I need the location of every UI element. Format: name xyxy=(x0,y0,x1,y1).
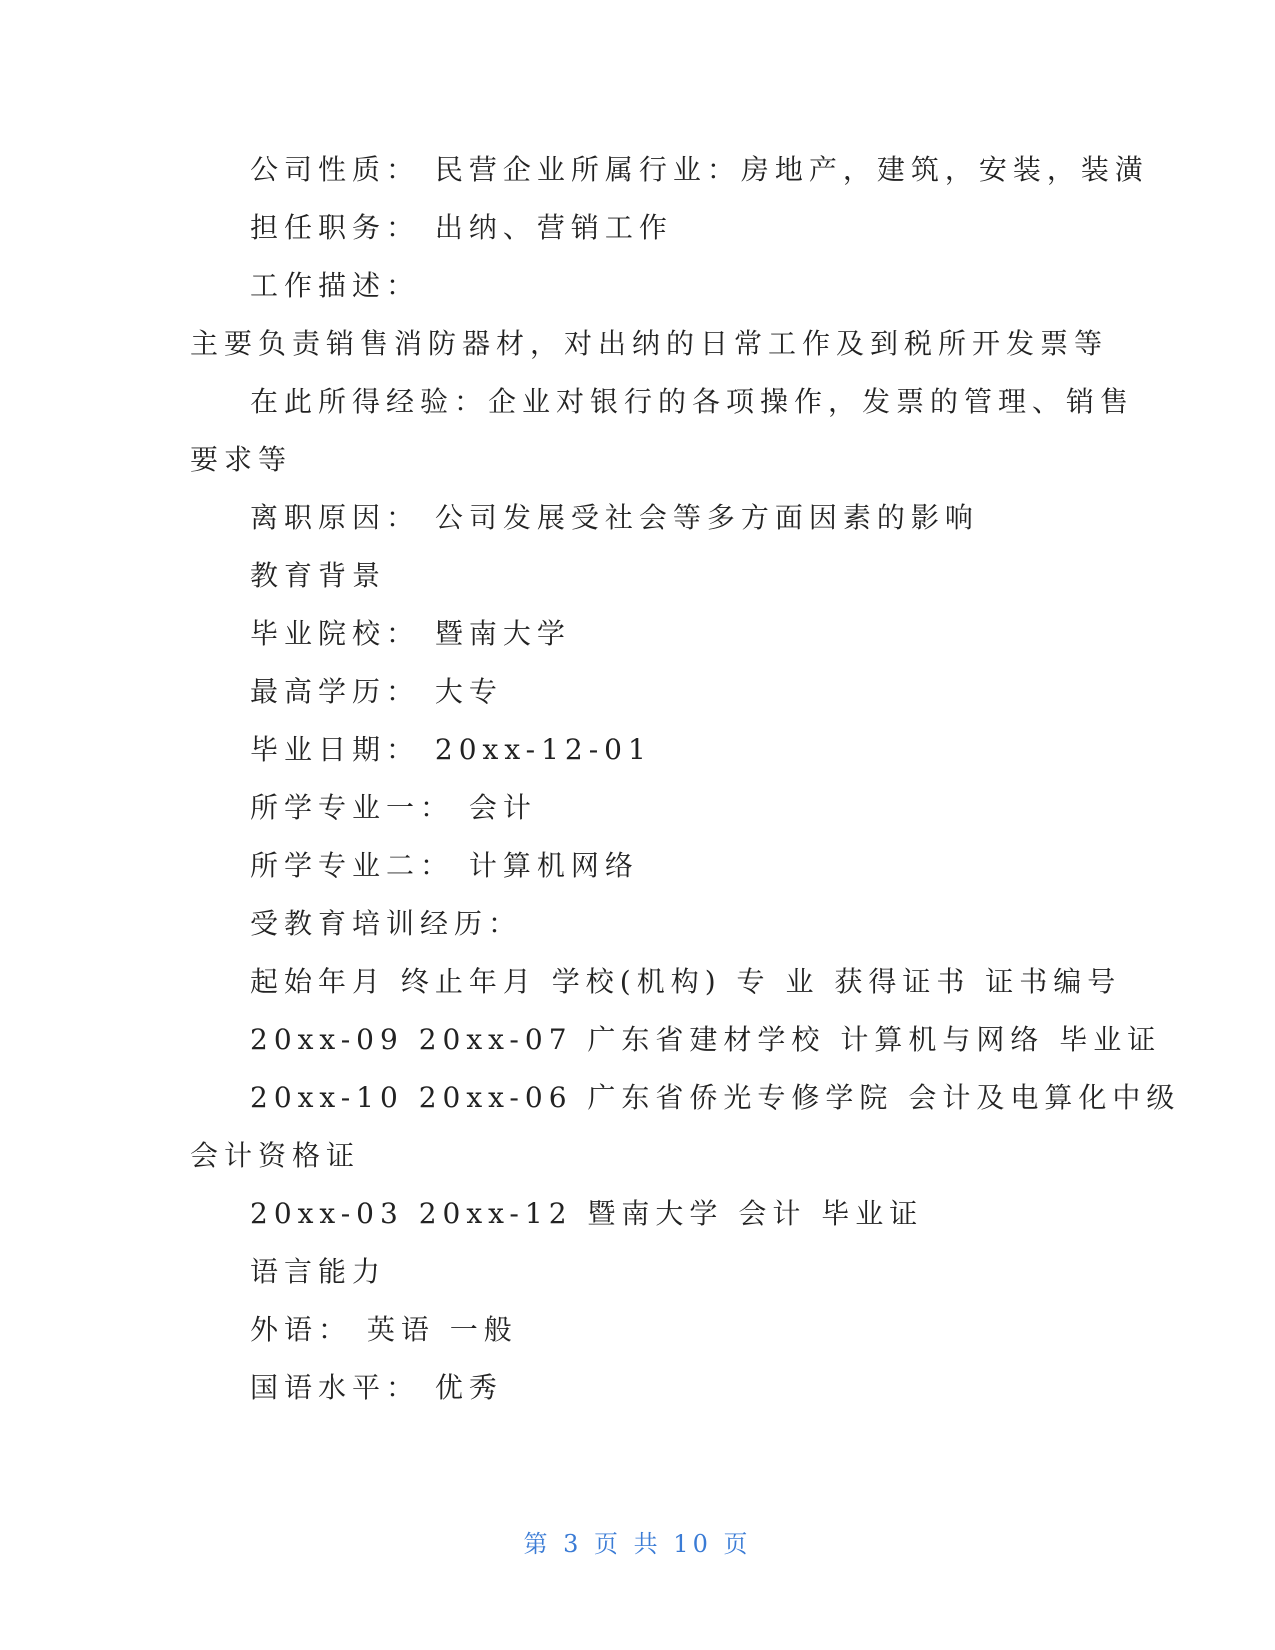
position-line: 担任职务： 出纳、营销工作 xyxy=(250,211,673,244)
major-one-line: 所学专业一： 会计 xyxy=(250,791,537,824)
training-row-2-continued: 会计资格证 xyxy=(190,1139,361,1172)
training-table-header: 起始年月 终止年月 学校(机构) 专 业 获得证书 证书编号 xyxy=(250,965,1122,998)
training-heading: 受教育培训经历： xyxy=(250,907,523,940)
major-two-line: 所学专业二： 计算机网络 xyxy=(250,849,639,882)
education-heading: 教育背景 xyxy=(250,559,387,592)
training-row-2: 20xx-10 20xx-06 广东省侨光专修学院 会计及电算化中级 xyxy=(250,1081,1181,1114)
foreign-language-line: 外语： 英语 一般 xyxy=(250,1313,518,1346)
leave-reason-line: 离职原因： 公司发展受社会等多方面因素的影响 xyxy=(250,501,979,534)
highest-degree-line: 最高学历： 大专 xyxy=(250,675,503,708)
page-number-footer: 第 3 页 共 10 页 xyxy=(523,1530,752,1558)
job-description-label: 工作描述： xyxy=(250,269,421,302)
graduation-date-line: 毕业日期： 20xx-12-01 xyxy=(250,733,652,766)
company-nature-line: 公司性质： 民营企业所属行业：房地产，建筑，安装，装潢 xyxy=(250,153,1149,186)
language-heading: 语言能力 xyxy=(250,1255,387,1288)
experience-line: 在此所得经验：企业对银行的各项操作，发票的管理、销售 xyxy=(250,385,1135,418)
training-row-3: 20xx-03 20xx-12 暨南大学 会计 毕业证 xyxy=(250,1197,924,1230)
school-line: 毕业院校： 暨南大学 xyxy=(250,617,571,650)
job-description-text: 主要负责销售消防器材，对出纳的日常工作及到税所开发票等 xyxy=(190,327,1109,360)
training-row-1: 20xx-09 20xx-07 广东省建材学校 计算机与网络 毕业证 xyxy=(250,1023,1162,1056)
mandarin-level-line: 国语水平： 优秀 xyxy=(250,1371,503,1404)
experience-line-continued: 要求等 xyxy=(190,443,293,476)
